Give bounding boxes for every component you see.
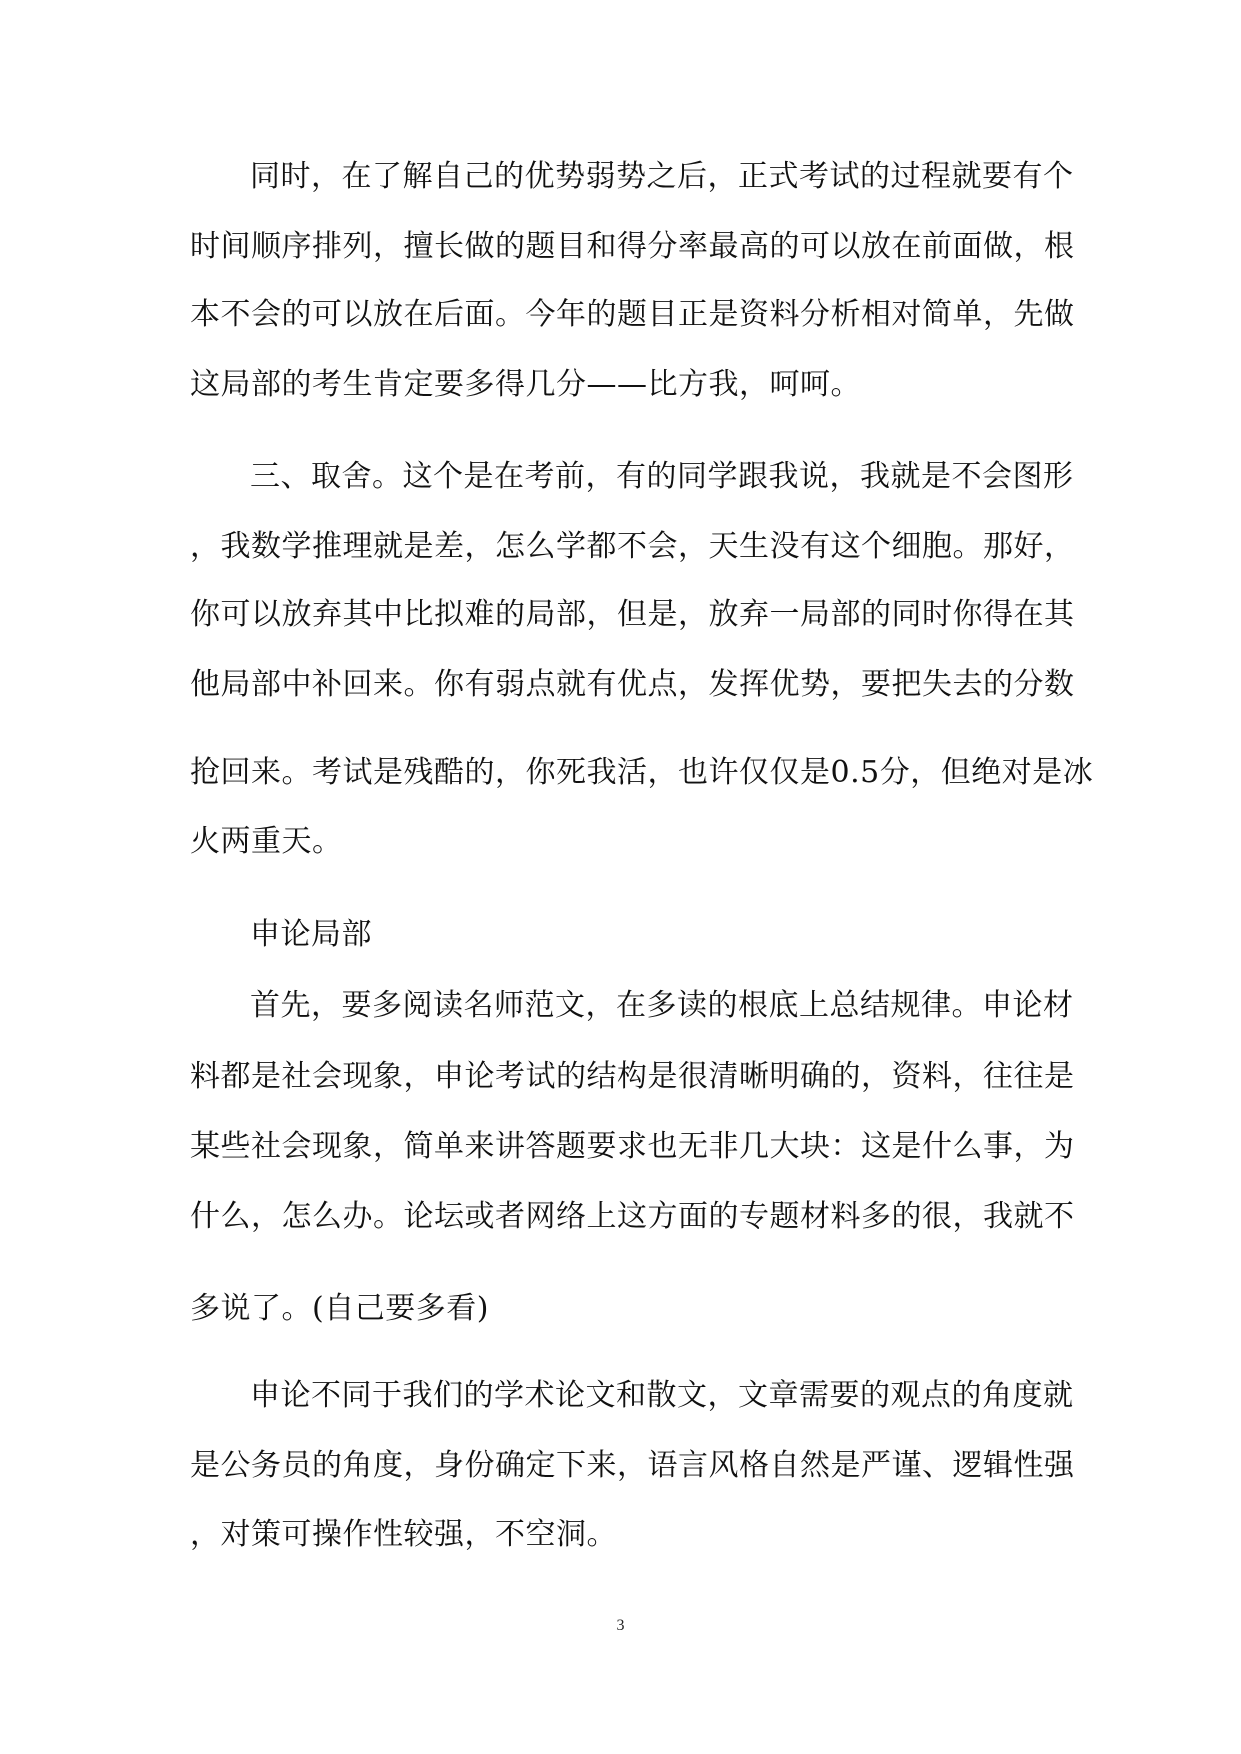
text-line: 这局部的考生肯定要多得几分——比方我，呵呵。 (190, 367, 861, 402)
text-line: ，我数学推理就是差，怎么学都不会，天生没有这个细胞。那好， (190, 529, 1075, 564)
text-line: 某些社会现象，简单来讲答题要求也无非几大块：这是什么事，为 (190, 1129, 1075, 1164)
section-heading: 申论局部 (250, 917, 372, 952)
text-line: 时间顺序排列，擅长做的题目和得分率最高的可以放在前面做，根 (190, 229, 1075, 264)
text-line: 多说了。(自己要多看) (190, 1291, 489, 1326)
text-line: 三、取舍。这个是在考前，有的同学跟我说，我就是不会图形 (250, 459, 1074, 494)
text-line: ，对策可操作性较强，不空洞。 (190, 1517, 617, 1552)
text-line: 抢回来。考试是残酷的，你死我活，也许仅仅是0.5分，但绝对是冰 (190, 755, 1094, 790)
page-number: 3 (616, 1617, 625, 1634)
text-line: 火两重天。 (190, 824, 343, 859)
text-line: 他局部中补回来。你有弱点就有优点，发挥优势，要把失去的分数 (190, 667, 1075, 702)
text-line: 是公务员的角度，身份确定下来，语言风格自然是严谨、逻辑性强 (190, 1448, 1075, 1483)
text-line: 本不会的可以放在后面。今年的题目正是资料分析相对简单，先做 (190, 297, 1075, 332)
text-line: 首先，要多阅读名师范文，在多读的根底上总结规律。申论材 (250, 988, 1074, 1023)
text-line: 同时，在了解自己的优势弱势之后，正式考试的过程就要有个 (250, 159, 1074, 194)
text-line: 什么，怎么办。论坛或者网络上这方面的专题材料多的很，我就不 (190, 1199, 1075, 1234)
text-line: 料都是社会现象，申论考试的结构是很清晰明确的，资料，往往是 (190, 1059, 1075, 1094)
text-line: 你可以放弃其中比拟难的局部，但是，放弃一局部的同时你得在其 (190, 597, 1075, 632)
text-line: 申论不同于我们的学术论文和散文，文章需要的观点的角度就 (250, 1378, 1074, 1413)
